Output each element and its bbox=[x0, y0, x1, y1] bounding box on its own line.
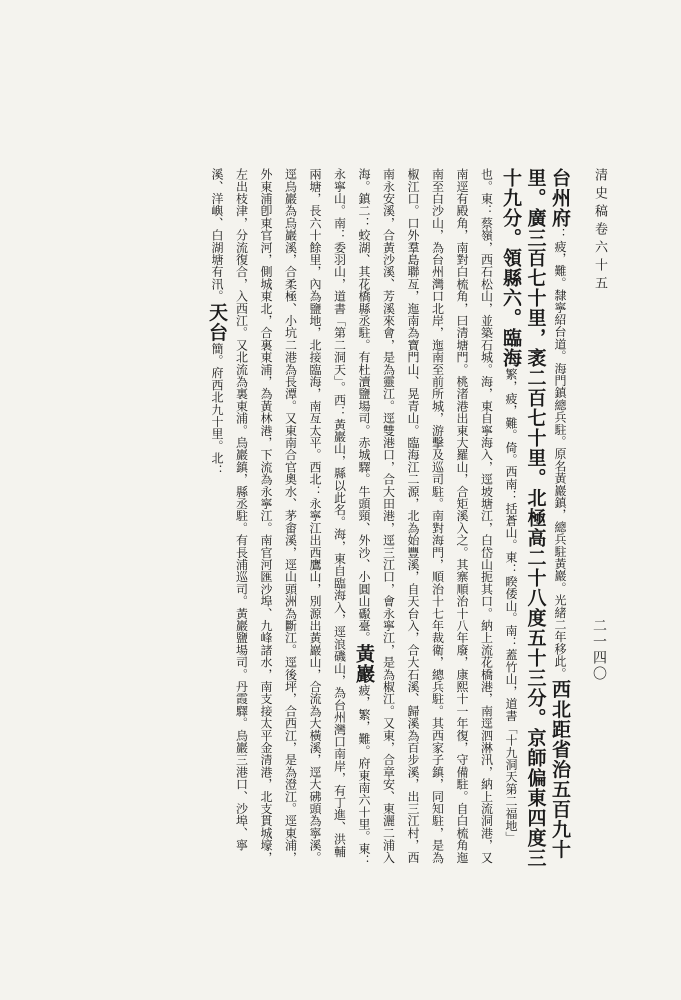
county-text-huangyan: 疲，繁，難。府東南六十里。東：永寧山。南：委羽山，道書「第二洞天」。西：黃巖山，縣以此名。海，東自臨海入，逕浪磯山，為台州灣口南岸，有丁進、洪輔兩塘，長六十餘里，內為鹽地，北接臨海，南亙太平。西北：永寧江出西鷹山，別源出黃巖山，合流為大橫溪，逕大砩頭為寧溪。逕烏巖為烏巖溪，合柔極、小坑二港為長潭。又東南合官奧水、茅畬溪，逕山頭洲為斷江。逕後坪，合西江，是為澄江。逕東浦，外東浦卽東官河，側城東北，合裏東浦，為黃林港，下流為永寧江。南官河匯沙埠、九峰諸水，南支接太平金清港，北支貫城壕，左出枝津，分流復合，入西江。又北流為裏東浦。烏巖鎮，縣丞駐。有長浦巡司。黃巖鹽場司。丹霞驛。烏巖三港口、沙埠、寧溪、洋嶼、白湖塘有汛。 bbox=[210, 168, 371, 867]
prefecture-heading: 台州府 bbox=[549, 168, 571, 228]
page-number: 二一四〇 bbox=[591, 618, 607, 682]
running-header: 清史稿卷六十五 bbox=[592, 168, 607, 294]
county-text-linhai: 繁，疲，難。倚。西南：括蒼山。東：睽倭山。南：蓋竹山，道書「十九洞天第二福地」也。東：蔡嶺，西石松山，並築石城。海，東自寧海入，逕坡塘江，白岱山扼其口。納上流花橋港，南逕泗淋汛，納上流洞港，又南逕有殿角，南對白梳角，曰清塘門。桃渚港出東大羅山，合矩溪入之。其寨順治十八年廢，康熙十一年復，守備駐。自白梳角迤南至白沙山，為台州灣口北岸，迤南至前所城，游擊及巡司駐。南對海門，順治十七年裁衛，總兵駐。其西家子鎮，同知駐，是為椒江口。口外羣島聯亙，迤南為寶門山、晃青山。臨海江二源，北為始豐溪，自天台入，合大石溪、歸溪為百步溪，出三江村，西南永安溪，合黃沙溪、芳溪來會，是為靈江。逕雙港口，合大田港，逕三江口，會永寧江，是為椒江。又東，合章安、東灑二浦入海。鎮二：蛟湖、其花橋縣丞駐。有杜瀆鹽場司。赤城驛。牛頭頸、外沙、小圓山礟臺。 bbox=[357, 168, 518, 864]
prefecture-geography: 西北距省治五百九十里。廣三百七十里，袤二百七十里。北極高二十八度五十三分。京師偏東四度三十九分。領縣六。 bbox=[500, 168, 571, 868]
main-text bbox=[72, 168, 572, 868]
county-text-tiantai: 簡。府西北九十里。北： bbox=[210, 342, 224, 477]
county-heading-linhai: 臨海 bbox=[500, 328, 522, 368]
county-heading-huangyan: 黃巖 bbox=[353, 643, 375, 684]
prefecture-note: ：疲，難。隸寧紹台道。海門鎮總兵駐。原名黃巖鎮，總兵駐黃巖。光緒二年移此。 bbox=[553, 228, 567, 680]
county-heading-tiantai: 天台 bbox=[206, 302, 228, 343]
